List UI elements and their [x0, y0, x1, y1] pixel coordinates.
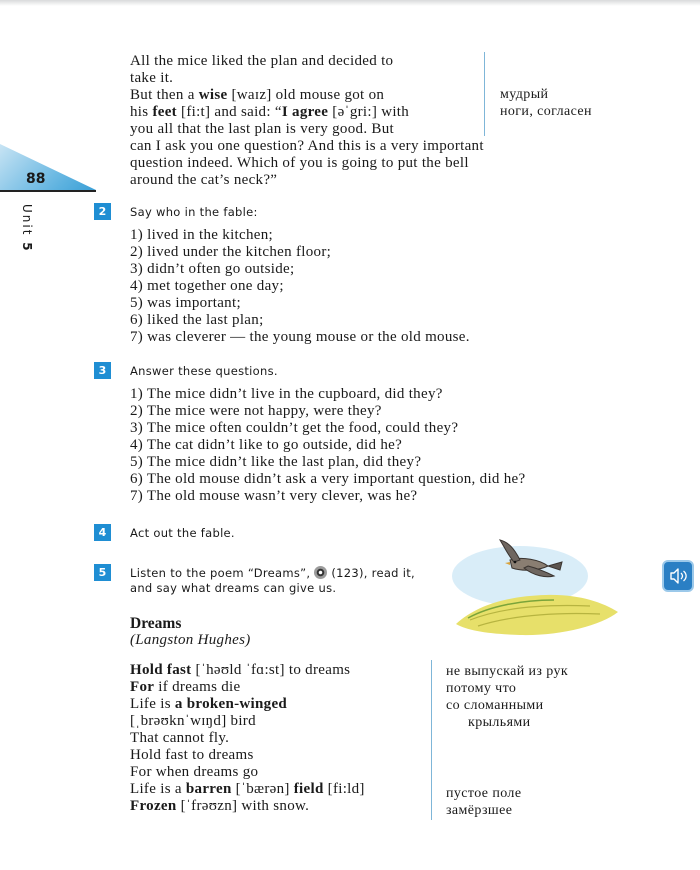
page-number-rule — [0, 190, 96, 192]
exercise-2-item: 5) was important; — [130, 295, 241, 311]
page-top-shadow — [0, 0, 700, 6]
poem-line — [130, 696, 365, 713]
fable-line — [130, 121, 484, 138]
poem-text — [130, 662, 365, 815]
poem-line — [130, 798, 365, 815]
fable-line-text: around the cat’s neck?” — [130, 172, 278, 188]
fable-line-bold-word: feet — [152, 104, 177, 120]
bird-illustration — [450, 538, 622, 638]
fable-line — [130, 155, 484, 172]
fable-line-text: But then a — [130, 87, 199, 103]
fable-line-bold-word: wise — [198, 87, 228, 103]
exercise-3-item: 2) The mice were not happy, were they? — [130, 403, 382, 419]
exercise-2-number: 2 — [94, 203, 111, 220]
exercise-3-item: 5) The mice didn’t like the last plan, did they? — [130, 454, 422, 470]
unit-label — [16, 204, 34, 253]
poem-title: Dreams — [130, 615, 182, 632]
fable-line — [130, 70, 484, 87]
fable-line-text: can I ask you one question? And this is a very important — [130, 138, 484, 154]
exercise-4-instruction: Act out the fable. — [130, 526, 235, 540]
fable-line-bold-word: I agree — [281, 104, 329, 120]
poem-line-text: [ˌbrəʊknˈwɪŋd] bird — [130, 713, 256, 729]
poem-line-text: Life is — [130, 696, 175, 712]
exercise-3-item: 6) The old mouse didn’t ask a very important question, did he? — [130, 471, 526, 487]
poem-line-text: [ˈfrəʊzn] with snow. — [176, 798, 310, 814]
poem-line-text: That cannot fly. — [130, 730, 230, 746]
exercise-2-item: 3) didn’t often go outside; — [130, 261, 295, 277]
exercise-3-instruction: Answer these questions. — [130, 364, 278, 378]
exercise-3-list — [130, 386, 525, 505]
gloss-for: потому что — [446, 681, 517, 696]
fable-line-text: All the mice liked the plan and decided to — [130, 53, 394, 69]
poem-author: (Langston Hughes) — [130, 632, 251, 648]
exercise-5-instruction-line1 — [130, 566, 415, 580]
fable-line-text: his — [130, 104, 153, 120]
fable-line — [130, 138, 484, 155]
exercise-5-number: 5 — [94, 564, 111, 581]
poem-line — [130, 764, 365, 781]
poem-line-bold-word: barren — [185, 781, 232, 797]
poem-line-bold-word: Hold fast — [130, 662, 192, 678]
bird-eye — [514, 561, 517, 564]
audio-cd-icon[interactable] — [314, 566, 327, 579]
gloss-broken-winged-1: со сломанными — [446, 698, 544, 713]
exercise-2-item: 2) lived under the kitchen floor; — [130, 244, 332, 260]
exercise-5-instruction-a: Listen to the poem “Dreams”, — [130, 566, 311, 580]
gloss-hold-fast: не выпускай из рук — [446, 664, 569, 679]
exercise-5-instruction-line2: and say what dreams can give us. — [130, 581, 337, 595]
fable-line-text: take it. — [130, 70, 174, 86]
poem-line-bold-word: For — [130, 679, 155, 695]
fable-line — [130, 172, 484, 189]
gloss-divider-top — [484, 52, 485, 136]
speaker-icon — [664, 562, 692, 590]
poem-line-text: [fi:ld] — [323, 781, 365, 797]
poem-line — [130, 781, 365, 798]
fable-text — [130, 53, 484, 189]
gloss-divider-poem — [431, 660, 432, 820]
exercise-2-item: 4) met together one day; — [130, 278, 284, 294]
exercise-2-item: 7) was cleverer — the young mouse or the old mouse. — [130, 329, 470, 345]
page-number: 88 — [26, 171, 46, 187]
poem-line-bold-word: a broken-winged — [174, 696, 288, 712]
exercise-2-item: 1) lived in the kitchen; — [130, 227, 273, 243]
speaker-icon-wave1 — [681, 573, 683, 579]
poem-line — [130, 747, 365, 764]
speaker-icon-shape — [671, 569, 678, 583]
poem-line-text: For when dreams go — [130, 764, 259, 780]
gloss-frozen: замёрзшее — [446, 803, 513, 818]
fable-line-text: you all that the last plan is very good. But — [130, 121, 394, 137]
fable-line-text: [waɪz] old mouse got on — [227, 87, 385, 103]
gloss-broken-winged-2: крыльями — [468, 715, 531, 730]
gloss-wise: мудрый — [500, 87, 549, 102]
exercise-3-item: 3) The mice often couldn’t get the food, could they? — [130, 420, 459, 436]
exercise-3-item: 1) The mice didn’t live in the cupboard, did they? — [130, 386, 443, 402]
fable-line-text: [əˈgri:] with — [328, 104, 410, 120]
fable-line — [130, 53, 484, 70]
audio-play-button[interactable] — [662, 560, 694, 592]
audio-track-number: (123), read it, — [331, 566, 415, 580]
unit-word: Unit — [20, 204, 34, 237]
exercise-3-item: 4) The cat didn’t like to go outside, did he? — [130, 437, 403, 453]
poem-line-text: [ˈbærən] — [231, 781, 294, 797]
poem-line-text: [ˈhəʊld ˈfɑ:st] to dreams — [191, 662, 351, 678]
gloss-feet-agree: ноги, согласен — [500, 104, 592, 119]
poem-line — [130, 662, 365, 679]
poem-line — [130, 679, 365, 696]
page-number-tab — [0, 144, 96, 190]
gloss-barren-field: пустое поле — [446, 786, 522, 801]
exercise-4-number: 4 — [94, 524, 111, 541]
fable-line — [130, 104, 484, 121]
speaker-icon-wave2 — [684, 571, 687, 581]
poem-line-text: Life is a — [130, 781, 186, 797]
poem-line — [130, 730, 365, 747]
fable-line — [130, 87, 484, 104]
poem-line-text: if dreams die — [154, 679, 241, 695]
exercise-2-instruction: Say who in the fable: — [130, 205, 258, 219]
poem-line — [130, 713, 365, 730]
exercise-3-number: 3 — [94, 362, 111, 379]
exercise-2-item: 6) liked the last plan; — [130, 312, 264, 328]
poem-line-text: Hold fast to dreams — [130, 747, 254, 763]
poem-line-bold-word: field — [293, 781, 324, 797]
exercise-2-list — [130, 227, 470, 346]
exercise-3-item: 7) The old mouse wasn’t very clever, was he? — [130, 488, 418, 504]
poem-line-bold-word: Frozen — [130, 798, 177, 814]
fable-line-text: question indeed. Which of you is going to put the bell — [130, 155, 469, 171]
unit-number: 5 — [20, 242, 34, 253]
fable-line-text: [fi:t] and said: “ — [176, 104, 282, 120]
